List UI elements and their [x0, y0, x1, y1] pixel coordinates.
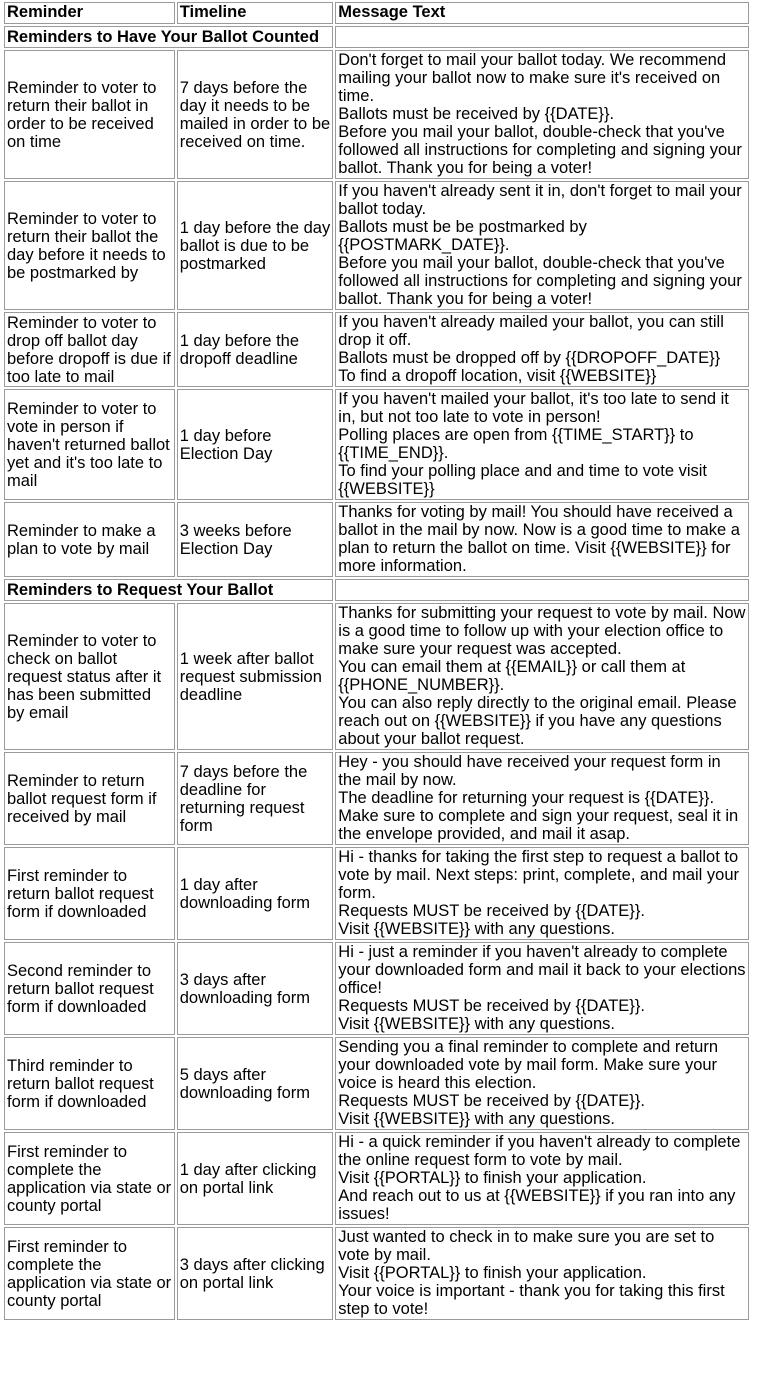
- table-row: [4, 603, 749, 750]
- timeline-cell: 7 days before the day it needs to be mailed in order to be received on time.: [177, 50, 334, 179]
- message-line: Hi - just a reminder if you haven't already to complete your downloaded form and mail it back to your elections office!: [338, 943, 746, 997]
- table-row: [4, 50, 749, 179]
- timeline-cell: 3 days after clicking on portal link: [177, 1227, 334, 1320]
- table-row: [4, 752, 749, 845]
- header-row: [4, 2, 749, 24]
- message-line: Visit {{PORTAL}} to finish your application.: [338, 1264, 647, 1282]
- timeline-cell: 1 day after downloading form: [177, 847, 334, 940]
- message-cell: [335, 603, 749, 750]
- message-cell: [335, 50, 749, 179]
- message-line: Thanks for submitting your request to vote by mail. Now is a good time to follow up with your election office to make sure your request was accepted.: [338, 604, 746, 658]
- reminder-cell: Reminder to voter to return their ballot the day before it needs to be postmarked by: [4, 181, 175, 310]
- timeline-cell: 3 weeks before Election Day: [177, 502, 334, 577]
- message-line: Before you mail your ballot, double-check that you've followed all instructions for completing and signing your ballot. Thank you for being a voter!: [338, 254, 742, 308]
- message-line: Hi - thanks for taking the first step to request a ballot to vote by mail. Next steps: print, complete, and mail your form.: [338, 848, 740, 902]
- message-line: Visit {{WEBSITE}} with any questions.: [338, 1015, 615, 1033]
- message-cell: [335, 1037, 749, 1130]
- timeline-cell: 5 days after downloading form: [177, 1037, 334, 1130]
- reminders-table: [2, 0, 751, 1322]
- timeline-cell: 1 day before Election Day: [177, 389, 334, 500]
- table-row: [4, 1132, 749, 1225]
- reminder-cell: Reminder to make a plan to vote by mail: [4, 502, 175, 577]
- table-row: [4, 942, 749, 1035]
- message-line: Polling places are open from {{TIME_START}} to {{TIME_END}}.: [338, 426, 694, 462]
- message-line: You can also reply directly to the original email. Please reach out on {{WEBSITE}} if you have any questions about your ballot request.: [338, 694, 737, 748]
- message-cell: [335, 389, 749, 500]
- message-line: Hi - a quick reminder if you haven't already to complete the online request form to vote by mail.: [338, 1133, 741, 1169]
- reminder-cell: First reminder to return ballot request form if downloaded: [4, 847, 175, 940]
- timeline-cell: 3 days after downloading form: [177, 942, 334, 1035]
- message-cell: [335, 502, 749, 577]
- reminder-cell: Reminder to voter to check on ballot request status after it has been submitted by email: [4, 603, 175, 750]
- message-line: The deadline for returning your request is {{DATE}}.: [338, 789, 715, 807]
- section-row: [4, 26, 749, 48]
- message-line: Your voice is important - thank you for taking this first step to vote!: [338, 1282, 725, 1318]
- message-line: Ballots must be received by {{DATE}}.: [338, 105, 615, 123]
- section-row: [4, 579, 749, 601]
- message-line: To find your polling place and and time to vote visit {{WEBSITE}}: [338, 462, 707, 498]
- table-row: [4, 312, 749, 387]
- message-line: If you haven't already sent it in, don't forget to mail your ballot today.: [338, 182, 742, 218]
- table-row: [4, 502, 749, 577]
- message-line: Just wanted to check in to make sure you are set to vote by mail.: [338, 1228, 715, 1264]
- reminder-cell: Second reminder to return ballot request form if downloaded: [4, 942, 175, 1035]
- message-line: Make sure to complete and sign your request, seal it in the envelope provided, and mail it asap.: [338, 807, 739, 843]
- message-line: If you haven't mailed your ballot, it's too late to send it in, but not too late to vote in person!: [338, 390, 729, 426]
- message-cell: [335, 312, 749, 387]
- message-line: Before you mail your ballot, double-check that you've followed all instructions for completing and signing your ballot. Thank you for being a voter!: [338, 123, 742, 177]
- message-cell: [335, 1132, 749, 1225]
- message-line: Sending you a final reminder to complete and return your downloaded vote by mail form. Make sure your voice is heard this election.: [338, 1038, 719, 1092]
- section-empty-cell: [335, 26, 749, 48]
- message-line: Thanks for voting by mail! You should have received a ballot in the mail by now. Now is a good time to make a plan to return the ballot on time. Visit {{WEBSITE}} for more information.: [338, 503, 740, 575]
- timeline-cell: 1 week after ballot request submission deadline: [177, 603, 334, 750]
- section-empty-cell: [335, 579, 749, 601]
- message-line: To find a dropoff location, visit {{WEBSITE}}: [338, 367, 657, 385]
- message-line: Visit {{PORTAL}} to finish your application.: [338, 1169, 647, 1187]
- reminder-cell: First reminder to complete the application via state or county portal: [4, 1227, 175, 1320]
- timeline-cell: 1 day after clicking on portal link: [177, 1132, 334, 1225]
- message-line: Requests MUST be received by {{DATE}}.: [338, 902, 645, 920]
- table-row: [4, 389, 749, 500]
- reminder-cell: Reminder to voter to vote in person if haven't returned ballot yet and it's too late to mail: [4, 389, 175, 500]
- reminder-cell: Third reminder to return ballot request form if downloaded: [4, 1037, 175, 1130]
- message-line: Hey - you should have received your request form in the mail by now.: [338, 753, 721, 789]
- message-line: Requests MUST be received by {{DATE}}.: [338, 1092, 645, 1110]
- message-line: Visit {{WEBSITE}} with any questions.: [338, 920, 615, 938]
- message-cell: [335, 942, 749, 1035]
- message-line: Requests MUST be received by {{DATE}}.: [338, 997, 645, 1015]
- timeline-cell: 7 days before the deadline for returning request form: [177, 752, 334, 845]
- table-row: [4, 1037, 749, 1130]
- header-message: Message Text: [335, 2, 749, 24]
- message-cell: [335, 181, 749, 310]
- table-row: [4, 1227, 749, 1320]
- timeline-cell: 1 day before the day ballot is due to be postmarked: [177, 181, 334, 310]
- header-reminder: Reminder: [4, 2, 175, 24]
- reminder-cell: Reminder to voter to drop off ballot day before dropoff is due if too late to mail: [4, 312, 175, 387]
- message-cell: [335, 752, 749, 845]
- reminder-cell: Reminder to voter to return their ballot in order to be received on time: [4, 50, 175, 179]
- message-line: Don't forget to mail your ballot today. We recommend mailing your ballot now to make sure it's received on time.: [338, 51, 726, 105]
- reminder-cell: Reminder to return ballot request form if received by mail: [4, 752, 175, 845]
- message-line: Ballots must be dropped off by {{DROPOFF_DATE}}: [338, 349, 721, 367]
- table-row: [4, 847, 749, 940]
- message-line: And reach out to us at {{WEBSITE}} if you ran into any issues!: [338, 1187, 736, 1223]
- message-line: If you haven't already mailed your ballot, you can still drop it off.: [338, 313, 724, 349]
- table-body: [4, 26, 749, 1320]
- header-timeline: Timeline: [177, 2, 334, 24]
- message-line: You can email them at {{EMAIL}} or call them at {{PHONE_NUMBER}}.: [338, 658, 686, 694]
- timeline-cell: 1 day before the dropoff deadline: [177, 312, 334, 387]
- message-line: Visit {{WEBSITE}} with any questions.: [338, 1110, 615, 1128]
- message-cell: [335, 847, 749, 940]
- section-title: Reminders to Have Your Ballot Counted: [4, 26, 333, 48]
- message-line: Ballots must be be postmarked by {{POSTMARK_DATE}}.: [338, 218, 587, 254]
- table-row: [4, 181, 749, 310]
- message-cell: [335, 1227, 749, 1320]
- reminder-cell: First reminder to complete the application via state or county portal: [4, 1132, 175, 1225]
- section-title: Reminders to Request Your Ballot: [4, 579, 333, 601]
